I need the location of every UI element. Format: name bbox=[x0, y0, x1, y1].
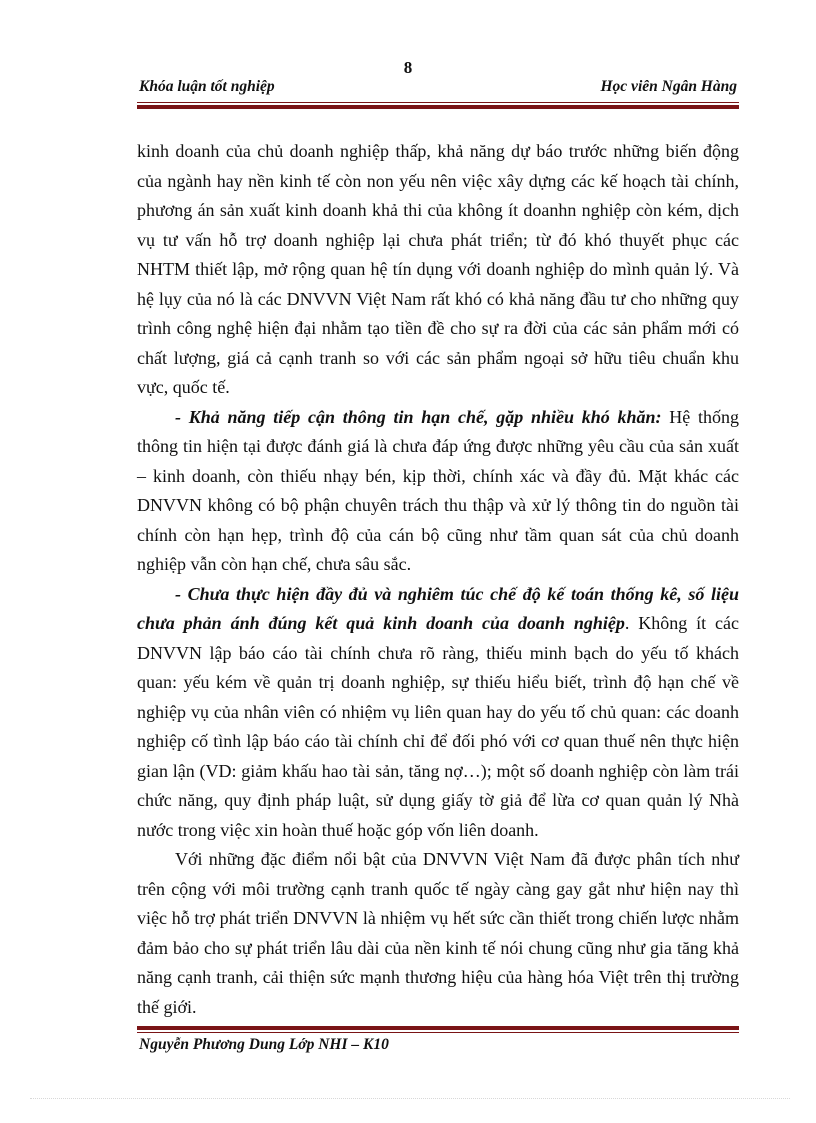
footer-rule-thin bbox=[137, 1032, 739, 1033]
paragraph-1: kinh doanh của chủ doanh nghiệp thấp, khả năng dự báo trước những biến động của ngành hay nền kinh tế còn non yếu nên việc xây dựng các kế hoạch tài chính, phương án sản xuất kinh doanh khả thi của không ít doanhn nghiệp còn kém, dịch vụ tư vấn hỗ trợ doanh nghiệp lại chưa phát triển; từ đó khó thuyết phục các NHTM thiết lập, mở rộng quan hệ tín dụng với doanh nghiệp do mình quản lý. Và hệ lụy của nó là các DNVVN Việt Nam rất khó có khả năng đầu tư cho những quy trình công nghệ hiện đại nhằm tạo tiền đề cho sự ra đời của các sản phẩm mới có chất lượng, giá cả cạnh tranh so với các sản phẩm ngoại sở hữu tiêu chuẩn khu vực, quốc tế. bbox=[137, 141, 739, 397]
header-rule-thick bbox=[137, 105, 739, 109]
footer-author: Nguyễn Phương Dung Lớp NHI – K10 bbox=[139, 1036, 389, 1053]
paragraph-3-heading: - Chưa thực hiện đầy đủ và nghiêm túc chế độ kế toán thống kê, số liệu chưa phản ánh đúng kết quả kinh doanh của doanh nghiệp bbox=[137, 583, 739, 633]
page-number: 8 bbox=[403, 58, 413, 77]
paragraph-2 bbox=[137, 403, 739, 580]
footer-rule-thick bbox=[137, 1026, 739, 1030]
running-header bbox=[137, 78, 739, 100]
paragraph-3-text: . Không ít các DNVVN lập báo cáo tài chính chưa rõ ràng, thiếu minh bạch do yếu tố khách quan: yếu kém về quản trị doanh nghiệp, sự thiếu hiểu biết, trình độ hạn chế về nghiệp vụ của nhân viên có nhiệm vụ liên quan hay do yếu tố chủ quan: các doanh nghiệp cố tình lập báo cáo tài chính chỉ để đối phó với cơ quan thuế nên thực hiện gian lận (VD: giảm khấu hao tài sản, tăng nợ…); một số doanh nghiệp còn làm trái chức năng, quy định pháp luật, sử dụng giấy tờ giả để lừa cơ quan quản lý Nhà nước trong việc xin hoàn thuế hoặc góp vốn liên doanh. bbox=[137, 613, 740, 840]
paragraph-2-heading: - Khả năng tiếp cận thông tin hạn chế, gặp nhiều khó khăn: bbox=[175, 406, 662, 427]
paragraph-4: Với những đặc điểm nổi bật của DNVVN Việt Nam đã được phân tích như trên cộng với môi trường cạnh tranh quốc tế ngày càng gay gắt như hiện nay thì việc hỗ trợ phát triển DNVVN là nhiệm vụ hết sức cần thiết trong chiến lược nhằm đảm bảo cho sự phát triển lâu dài của nền kinh tế nói chung cũng như gia tăng khả năng cạnh tranh, cải thiện sức mạnh thương hiệu của hàng hóa Việt trên thị trường thế giới. bbox=[137, 849, 739, 1017]
header-rule-thin bbox=[137, 102, 739, 103]
page-edge-guide bbox=[30, 1098, 790, 1099]
paragraph-3 bbox=[137, 580, 739, 846]
body-text bbox=[137, 137, 739, 1022]
paragraph-2-text: Hệ thống thông tin hiện tại được đánh giá là chưa đáp ứng được những yêu cầu của sản xuất – kinh doanh, còn thiếu nhạy bén, kịp thời, chính xác và đầy đủ. Mặt khác các DNVVN không có bộ phận chuyên trách thu thập và xử lý thông tin do nguồn tài chính còn hạn hẹp, trình độ của cán bộ cũng như tầm quan sát của chủ doanh nghiệp vẫn còn hạn chế, chưa sâu sắc. bbox=[137, 406, 739, 574]
header-left-title: Khóa luận tốt nghiệp bbox=[139, 78, 275, 95]
header-right-title: Học viên Ngân Hàng bbox=[600, 78, 737, 95]
